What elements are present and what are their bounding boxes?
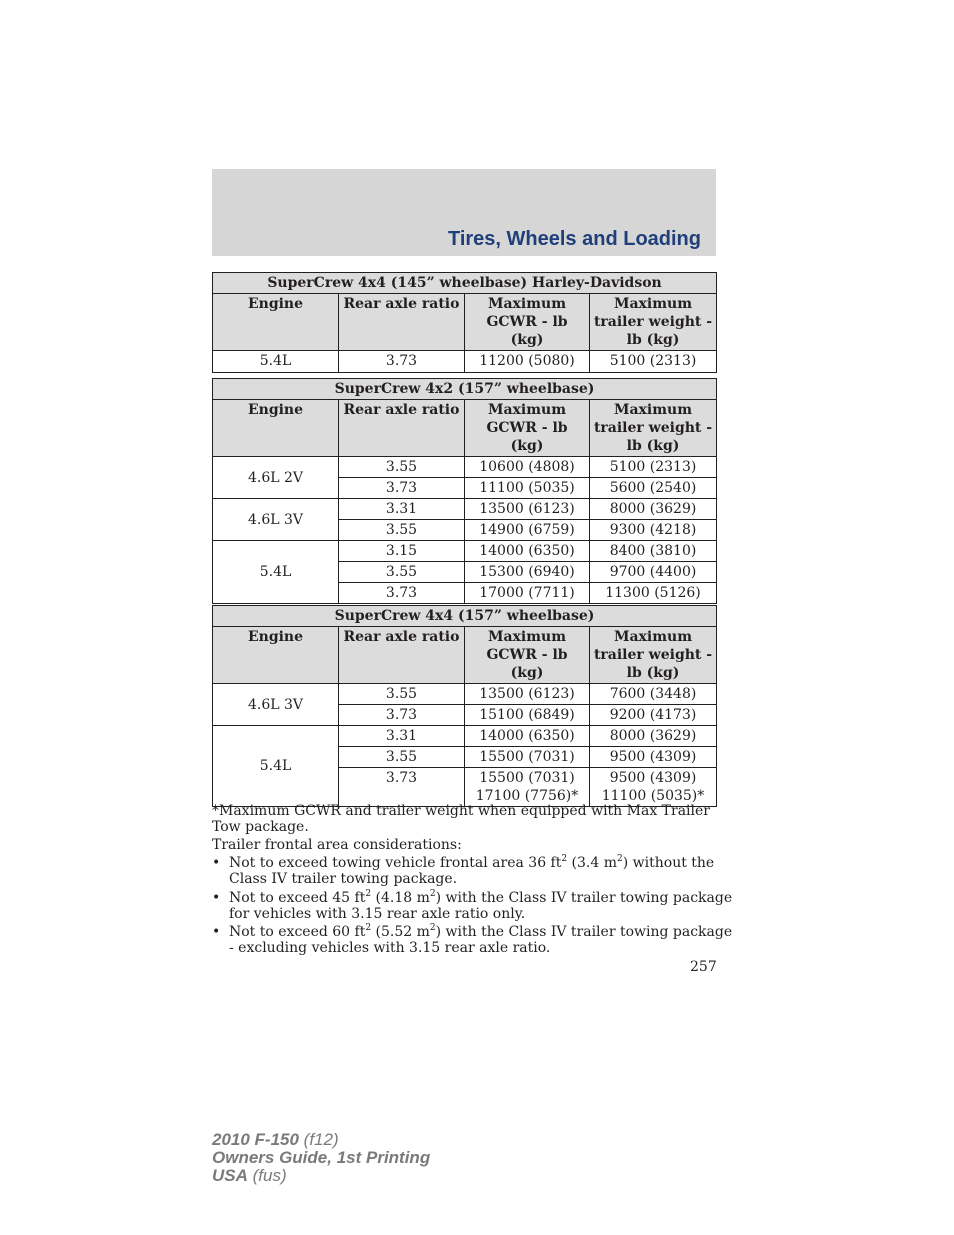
trailer-cell: 5100 (2313) [590, 457, 717, 478]
trailer-cell: 8000 (3629) [590, 726, 717, 747]
gcwr-cell: 14900 (6759) [465, 520, 590, 541]
table-title: SuperCrew 4x2 (157” wheelbase) [213, 379, 717, 400]
engine-cell: 4.6L 2V [213, 457, 339, 499]
engine-cell: 5.4L [213, 726, 339, 807]
gcwr-cell: 17000 (7711) [465, 583, 590, 604]
trailer-cell: 8000 (3629) [590, 499, 717, 520]
ratio-cell: 3.73 [339, 583, 465, 604]
table-row [213, 351, 717, 373]
max-tow-footnote: *Maximum GCWR and trailer weight when equipped with Max Trailer Tow package. [212, 803, 710, 835]
gcwr-cell: 10600 (4808) [465, 457, 590, 478]
trailer-cell: 5600 (2540) [590, 478, 717, 499]
document-footer [212, 1131, 430, 1185]
engine-cell: 4.6L 3V [213, 684, 339, 726]
ratio-cell: 3.55 [339, 747, 465, 768]
gcwr-cell: 11100 (5035) [465, 478, 590, 499]
spec-table-supercrew-4x4-157 [212, 605, 717, 807]
col-header-gcwr: Maximum GCWR - lb (kg) [465, 627, 590, 684]
col-header-ratio: Rear axle ratio [339, 627, 465, 684]
ratio-cell: 3.73 [339, 705, 465, 726]
section-title: Tires, Wheels and Loading [447, 228, 701, 250]
trailer-cell: 7600 (3448) [590, 684, 717, 705]
gcwr-cell: 13500 (6123) [465, 499, 590, 520]
gcwr-cell: 15300 (6940) [465, 562, 590, 583]
footer-model-code: (f12) [298, 1130, 339, 1149]
ratio-cell: 3.55 [339, 457, 465, 478]
list-item: • Not to exceed towing vehicle frontal area 36 $ft^2$ (3.4 $m^2$) without the Class IV trailer towing package. [212, 854, 715, 887]
col-header-gcwr: Maximum GCWR - lb (kg) [465, 400, 590, 457]
col-header-ratio: Rear axle ratio [339, 400, 465, 457]
gcwr-cell [465, 768, 590, 807]
col-header-trailer: Maximum trailer weight - lb (kg) [590, 294, 717, 351]
table-row [213, 541, 717, 562]
table-title: SuperCrew 4x4 (145” wheelbase) Harley-Davidson [213, 273, 717, 294]
bullet-glyph: • [212, 924, 221, 940]
ratio-cell: 3.73 [339, 768, 465, 807]
footer-region-code: (fus) [247, 1166, 287, 1185]
ratio-cell: 3.31 [339, 499, 465, 520]
gcwr-cell: 14000 (6350) [465, 726, 590, 747]
ratio-cell: 3.31 [339, 726, 465, 747]
engine-cell: 4.6L 3V [213, 499, 339, 541]
col-header-engine: Engine [213, 627, 339, 684]
gcwr-cell: 15100 (6849) [465, 705, 590, 726]
table-row [213, 726, 717, 747]
table-row [213, 684, 717, 705]
gcwr-cell: 11200 (5080) [465, 351, 590, 373]
footer-model: 2010 F-150 [212, 1130, 299, 1149]
trailer-cell: 11300 (5126) [590, 583, 717, 604]
trailer-value: 9500 (4309) [609, 770, 697, 786]
table-title: SuperCrew 4x4 (157” wheelbase) [213, 606, 717, 627]
trailer-cell: 8400 (3810) [590, 541, 717, 562]
trailer-max-tow-value: 11100 (5035)* [601, 788, 705, 804]
ratio-cell: 3.15 [339, 541, 465, 562]
list-item: • Not to exceed 60 $ft^2$ (5.52 $m^2$) with the Class IV trailer towing package - excluding vehicles with 3.15 rear axle ratio. [212, 923, 733, 956]
ratio-cell: 3.55 [339, 684, 465, 705]
bullet-glyph: • [212, 890, 221, 906]
ratio-cell: 3.73 [339, 351, 465, 373]
list-item: • Not to exceed 45 $ft^2$ (4.18 $m^2$) with the Class IV trailer towing package for vehicles with 3.15 rear axle ratio only. [212, 889, 733, 922]
trailer-cell [590, 768, 717, 807]
gcwr-cell: 13500 (6123) [465, 684, 590, 705]
gcwr-value: 15500 (7031) [479, 770, 575, 786]
gcwr-cell: 14000 (6350) [465, 541, 590, 562]
ratio-cell: 3.55 [339, 520, 465, 541]
page-number: 257 [690, 959, 717, 975]
col-header-trailer: Maximum trailer weight - lb (kg) [590, 627, 717, 684]
gcwr-cell: 15500 (7031) [465, 747, 590, 768]
ratio-cell: 3.55 [339, 562, 465, 583]
trailer-cell: 9500 (4309) [590, 747, 717, 768]
spec-table-supercrew-4x2-157 [212, 378, 717, 604]
gcwr-max-tow-value: 17100 (7756)* [475, 788, 579, 804]
col-header-gcwr: Maximum GCWR - lb (kg) [465, 294, 590, 351]
engine-cell: 5.4L [213, 351, 339, 373]
engine-cell: 5.4L [213, 541, 339, 604]
col-header-ratio: Rear axle ratio [339, 294, 465, 351]
table-row [213, 499, 717, 520]
col-header-engine: Engine [213, 294, 339, 351]
trailer-cell: 5100 (2313) [590, 351, 717, 373]
trailer-cell: 9700 (4400) [590, 562, 717, 583]
footer-region: USA [212, 1166, 248, 1185]
table-row [213, 457, 717, 478]
ratio-cell: 3.73 [339, 478, 465, 499]
spec-table-supercrew-4x4-145-hd [212, 272, 717, 373]
trailer-cell: 9300 (4218) [590, 520, 717, 541]
trailer-cell: 9200 (4173) [590, 705, 717, 726]
footer-guide: Owners Guide, 1st Printing [212, 1148, 431, 1167]
bullet-glyph: • [212, 855, 221, 871]
col-header-trailer: Maximum trailer weight - lb (kg) [590, 400, 717, 457]
frontal-area-intro: Trailer frontal area considerations: [212, 837, 462, 853]
section-header-band [212, 169, 716, 256]
col-header-engine: Engine [213, 400, 339, 457]
